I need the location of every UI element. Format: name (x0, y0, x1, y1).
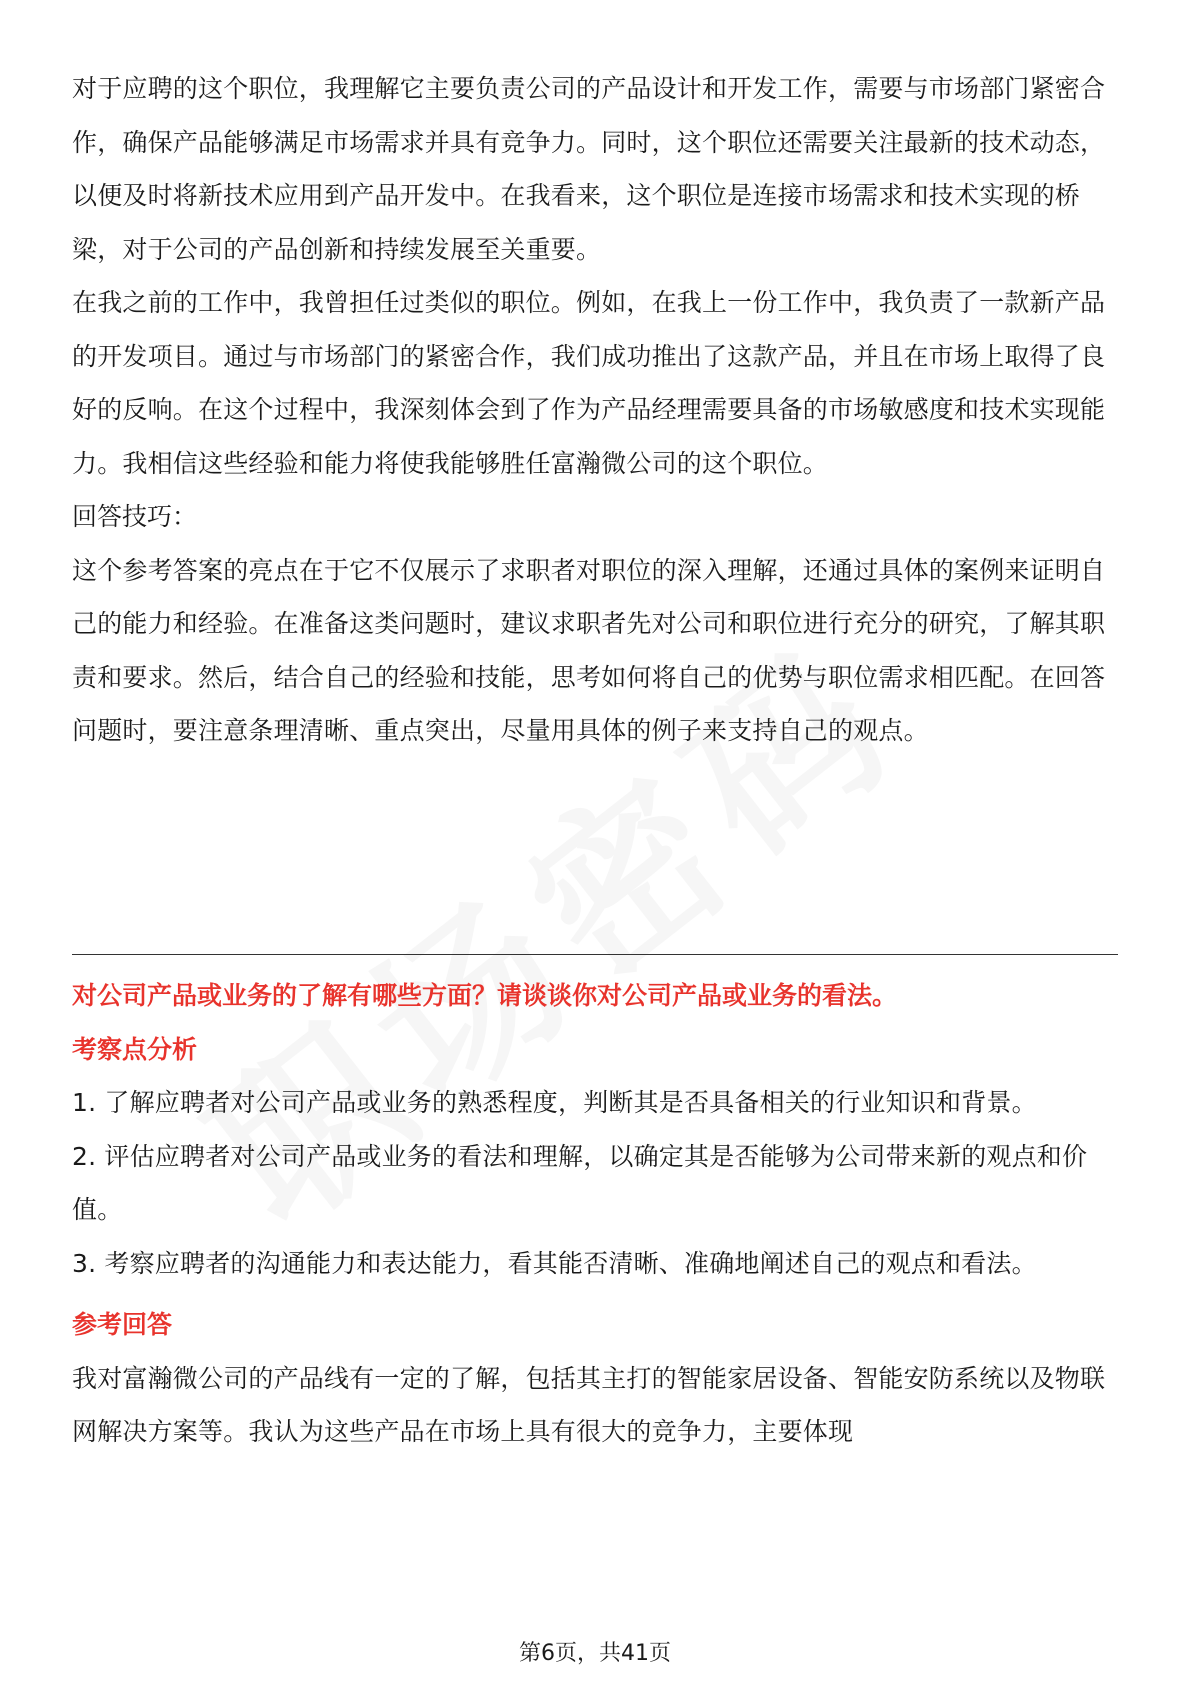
analysis-point-1: 1. 了解应聘者对公司产品或业务的熟悉程度，判断其是否具备相关的行业知识和背景。 (72, 1088, 1037, 1117)
analysis-point-3: 3. 考察应聘者的沟通能力和表达能力，看其能否清晰、准确地阐述自己的观点和看法。 (72, 1248, 1037, 1278)
section-divider (72, 954, 1118, 955)
analysis-heading: 考察点分析 (72, 1034, 198, 1064)
section-previous-answer (72, 62, 1118, 758)
tips-paragraph: 这个参考答案的亮点在于它不仅展示了求职者对职位的深入理解，还通过具体的案例来证明自己的能力和经验。在准备这类问题时，建议求职者先对公司和职位进行充分的研究，了解其职责和要求。然后，结合自己的经验和技能，思考如何将自己的优势与职位需求相匹配。在回答问题时，要注意条理清晰、重点突出，尽量用具体的例子来支持自己的观点。 (72, 555, 1106, 745)
section-question (72, 969, 1118, 1459)
answer-paragraph-1: 对于应聘的这个职位，我理解它主要负责公司的产品设计和开发工作，需要与市场部门紧密合作，确保产品能够满足市场需求并具有竞争力。同时，这个职位还需要关注最新的技术动态，以便及时将新技术应用到产品开发中。在我看来，这个职位是连接市场需求和技术实现的桥梁，对于公司的产品创新和持续发展至关重要。 (72, 74, 1106, 264)
answer-heading: 参考回答 (72, 1310, 173, 1339)
answer-paragraph: 我对富瀚微公司的产品线有一定的了解，包括其主打的智能家居设备、智能安防系统以及物联网解决方案等。我认为这些产品在市场上具有很大的竞争力，主要体现 (72, 1363, 1106, 1446)
question-title: 对公司产品或业务的了解有哪些方面？请谈谈你对公司产品或业务的看法。 (72, 981, 898, 1010)
tips-label: 回答技巧： (72, 502, 198, 531)
answer-paragraph-2: 在我之前的工作中，我曾担任过类似的职位。例如，在我上一份工作中，我负责了一款新产品的开发项目。通过与市场部门的紧密合作，我们成功推出了这款产品，并且在市场上取得了良好的反响。在这个过程中，我深刻体会到了作为产品经理需要具备的市场敏感度和技术实现能力。我相信这些经验和能力将使我能够胜任富瀚微公司的这个职位。 (72, 288, 1106, 478)
analysis-point-2: 2. 评估应聘者对公司产品或业务的看法和理解，以确定其是否能够为公司带来新的观点和价值。 (72, 1141, 1088, 1224)
page-number: 第6页，共41页 (519, 1641, 671, 1666)
